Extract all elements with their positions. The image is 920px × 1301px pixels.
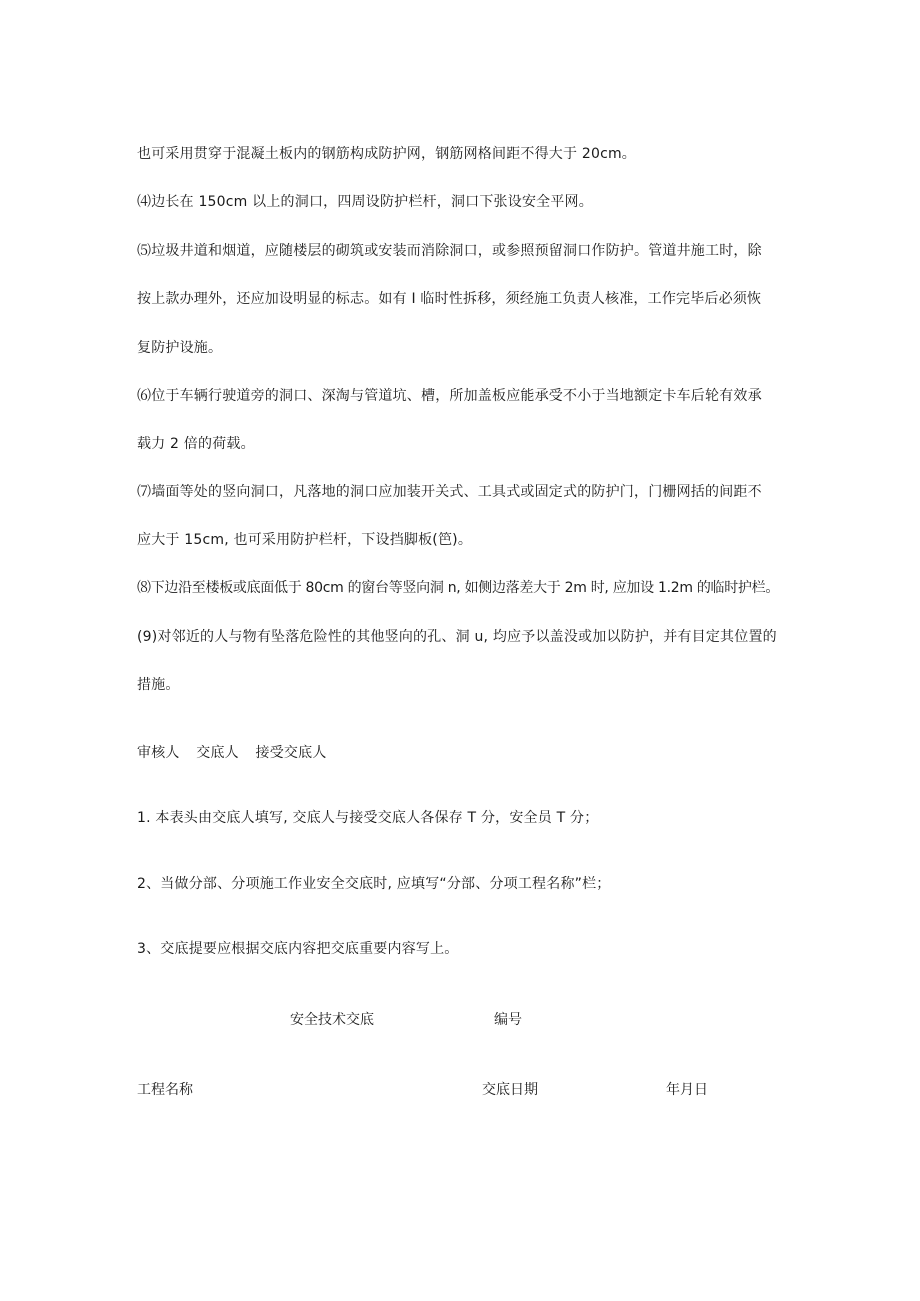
project-name-label: 工程名称 [137, 1082, 193, 1098]
note-item: 2、当做分部、分项施工作业安全交底时, 应填写“分部、分项工程名称”栏； [137, 876, 611, 892]
presenter-label: 交底人 [196, 745, 239, 761]
body-line: 应大于 15cm, 也可采用防护栏杆，下设挡脚板(笆)。 [137, 532, 473, 548]
body-line: (9)对邻近的人与物有坠落危险性的其他竖向的孔、洞 u, 均应予以盖没或加以防护，并有目定其位置的 [137, 629, 777, 645]
date-label: 交底日期 [482, 1082, 538, 1098]
body-line: 措施。 [137, 677, 180, 693]
body-line: ⑷边长在 150cm 以上的洞口，四周设防护栏杆，洞口下张设安全平网。 [137, 194, 593, 210]
body-line: 载力 2 倍的荷载。 [137, 436, 255, 452]
date-value: 年月日 [666, 1082, 708, 1098]
form-title: 安全技术交底 [290, 1012, 374, 1028]
body-line: ⑺墙面等处的竖向洞口，凡落地的洞口应加装开关式、工具式或固定式的防护门，门栅网括的间距不 [137, 484, 762, 500]
note-item: 1. 本表头由交底人填写, 交底人与接受交底人各保存 T 分，安全员 T 分； [137, 810, 599, 826]
note-item: 3、交底提要应根据交底内容把交底重要内容写上。 [137, 941, 459, 957]
reviewer-label: 审核人 [137, 745, 180, 761]
body-line: ⑹位于车辆行驶道旁的洞口、深淘与管道坑、槽，所加盖板应能承受不小于当地额定卡车后轮有效承 [137, 388, 762, 404]
body-line: ⑻下边沿至楼板或底面低于 80cm 的窗台等竖向洞 n, 如侧边落差大于 2m 时, 应加设 1.2m 的临时护栏。 [137, 580, 780, 596]
form-number-label: 编号 [494, 1012, 522, 1028]
body-line: 也可采用贯穿于混凝土板内的钢筋构成防护网，钢筋网格间距不得大于 20cm。 [137, 146, 636, 162]
body-line: 复防护设施。 [137, 340, 223, 356]
signature-row [137, 743, 339, 763]
receiver-label: 接受交底人 [255, 745, 327, 761]
body-line: 按上款办理外，还应加设明显的标志。如有 I 临时性拆移，须经施工负责人核准，工作完毕后必须恢 [137, 291, 762, 307]
body-line: ⑸垃圾井道和烟道，应随楼层的砌筑或安装而消除洞口，或参照预留洞口作防护。管道井施工时，除 [137, 243, 762, 259]
